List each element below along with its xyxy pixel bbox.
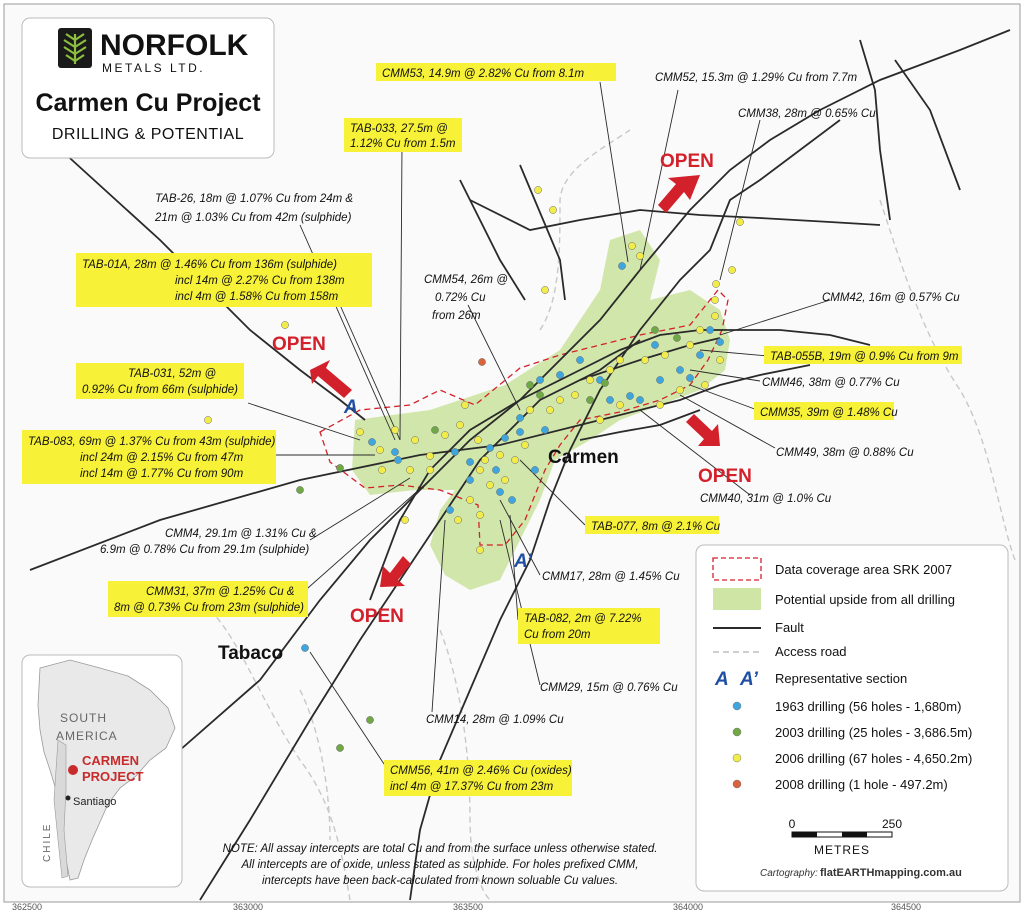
drill-hole-2006-43 xyxy=(486,481,493,488)
label-cmm38: CMM38, 28m @ 0.65% Cu xyxy=(738,108,876,120)
place-tabaco: Tabaco xyxy=(218,643,284,664)
drill-hole-2003-6 xyxy=(651,326,658,333)
label-cmm42: CMM42, 16m @ 0.57% Cu xyxy=(822,292,960,304)
drill-hole-2006-22 xyxy=(511,456,518,463)
label-cmm49: CMM49, 38m @ 0.88% Cu xyxy=(776,447,914,459)
easting-3: 363500 xyxy=(452,902,484,912)
drill-hole-2006-30 xyxy=(616,356,623,363)
drill-hole-2006-46 xyxy=(476,511,483,518)
label-tab031-line2: 0.92% Cu from 66m (sulphide) xyxy=(82,384,238,396)
drill-hole-1963-28 xyxy=(516,414,523,421)
drill-hole-1963-22 xyxy=(706,326,713,333)
legend-coverage: Data coverage area SRK 2007 xyxy=(775,562,953,577)
drill-hole-1963-14 xyxy=(536,376,543,383)
credit-prefix: Cartography: xyxy=(760,868,818,879)
label-cmm53: CMM53, 14.9m @ 2.82% Cu from 8.1m xyxy=(382,68,585,80)
drill-hole-2006-47 xyxy=(454,516,461,523)
label-cmm54-line1: CMM54, 26m @ xyxy=(424,274,508,286)
drill-hole-1963-18 xyxy=(636,396,643,403)
drill-hole-2006-15 xyxy=(411,436,418,443)
drill-hole-1963-12 xyxy=(508,496,515,503)
label-cmm17: CMM17, 28m @ 1.45% Cu xyxy=(542,571,680,583)
drill-hole-2006-42 xyxy=(476,466,483,473)
label-cmm46: CMM46, 38m @ 0.77% Cu xyxy=(762,377,900,389)
label-tab033-line2: 1.12% Cu from 1.5m xyxy=(350,138,456,150)
drill-hole-2006-38 xyxy=(676,386,683,393)
label-cmm56-line1: CMM56, 41m @ 2.46% Cu (oxides) xyxy=(390,765,572,777)
place-carmen: Carmen xyxy=(548,447,619,468)
drill-hole-2006-45 xyxy=(466,496,473,503)
note-line2: All intercepts are of oxide, unless stated as sulphide. For holes prefixed CMM, xyxy=(241,859,639,871)
label-cmm14: CMM14, 28m @ 1.09% Cu xyxy=(426,714,564,726)
note-line1: NOTE: All assay intercepts are total Cu and from the surface unless otherwise stated. xyxy=(222,843,658,855)
drill-hole-2006-26 xyxy=(556,396,563,403)
label-tab033-line1: TAB-033, 27.5m @ xyxy=(350,123,448,135)
drill-hole-2006-20 xyxy=(481,456,488,463)
drill-hole-2006-33 xyxy=(686,341,693,348)
drill-hole-1963-24 xyxy=(686,374,693,381)
drill-hole-2003-4 xyxy=(526,381,533,388)
label-cmm54-line2: 0.72% Cu xyxy=(435,292,486,304)
assay-note xyxy=(223,843,658,887)
drill-hole-2003-11 xyxy=(601,379,608,386)
easting-4: 364000 xyxy=(672,902,704,912)
project-location-marker xyxy=(68,765,78,775)
legend-section: Representative section xyxy=(775,671,908,686)
legend-potential: Potential upside from all drilling xyxy=(775,592,955,607)
label-tab055b: TAB-055B, 19m @ 0.9% Cu from 9m xyxy=(770,351,959,363)
drill-hole-1963-2 xyxy=(394,456,401,463)
drill-hole-2006-14 xyxy=(391,426,398,433)
drill-hole-1963-21 xyxy=(696,351,703,358)
drill-hole-1963-30 xyxy=(301,644,308,651)
drill-hole-1963-4 xyxy=(391,448,398,455)
open-label-ne: OPEN xyxy=(660,151,714,172)
logo-name: NORFOLK xyxy=(100,29,249,62)
drill-hole-2003-1 xyxy=(336,464,343,471)
drill-hole-2006-3 xyxy=(534,186,541,193)
drill-hole-1963-25 xyxy=(626,392,633,399)
drill-hole-2008-1 xyxy=(478,358,485,365)
drill-hole-2003-10 xyxy=(536,391,543,398)
inset-carmen: CARMEN xyxy=(82,753,140,768)
logo-sub: METALS LTD. xyxy=(102,61,206,75)
drill-hole-2006-50 xyxy=(426,466,433,473)
drill-hole-1963-10 xyxy=(492,466,499,473)
drill-hole-1963-9 xyxy=(516,428,523,435)
drill-hole-2006-9 xyxy=(711,296,718,303)
drill-hole-2006-31 xyxy=(641,356,648,363)
drill-hole-1963-6 xyxy=(466,458,473,465)
drill-hole-2003-3 xyxy=(431,426,438,433)
location-inset xyxy=(22,655,182,887)
drill-hole-1963-7 xyxy=(486,444,493,451)
drill-hole-2006-18 xyxy=(456,421,463,428)
label-cmm52: CMM52, 15.3m @ 1.29% Cu from 7.7m xyxy=(655,72,858,84)
drill-hole-1963-1 xyxy=(618,262,625,269)
label-cmm35: CMM35, 39m @ 1.48% Cu xyxy=(760,407,898,419)
label-cmm4-line2: 6.9m @ 0.78% Cu from 29.1m (sulphide) xyxy=(100,544,310,556)
drill-hole-2006-6 xyxy=(736,218,743,225)
label-cmm31-line1: CMM31, 37m @ 1.25% Cu & xyxy=(146,586,295,598)
legend-road: Access road xyxy=(775,644,847,659)
title-panel xyxy=(22,18,274,158)
section-marker-a: A xyxy=(344,397,358,418)
inset-santiago: Santiago xyxy=(73,796,117,808)
easting-1: 362500 xyxy=(11,902,43,912)
santiago-marker xyxy=(66,796,71,801)
label-tab26-line1: TAB-26, 18m @ 1.07% Cu from 24m & xyxy=(155,193,354,205)
map-subtitle: DRILLING & POTENTIAL xyxy=(51,126,245,143)
easting-2: 363000 xyxy=(232,902,264,912)
legend-potential-swatch xyxy=(713,588,761,610)
easting-5: 364500 xyxy=(890,902,922,912)
drill-hole-2003-5 xyxy=(586,396,593,403)
inset-south: SOUTH xyxy=(60,711,107,725)
open-label-sw: OPEN xyxy=(350,606,404,627)
label-cmm31-line2: 8m @ 0.73% Cu from 23m (sulphide) xyxy=(114,602,304,614)
drill-hole-1963-20 xyxy=(676,366,683,373)
label-tab082-line2: Cu from 20m xyxy=(524,629,591,641)
label-tab083-line2: incl 24m @ 2.15% Cu from 47m xyxy=(80,452,244,464)
drill-hole-2003-9 xyxy=(336,744,343,751)
label-tab031-line1: TAB-031, 52m @ xyxy=(128,368,217,380)
drill-hole-2006-35 xyxy=(711,312,718,319)
drill-hole-2006-53 xyxy=(461,401,468,408)
drill-hole-1963-29 xyxy=(541,426,548,433)
map-title: Carmen Cu Project xyxy=(35,89,261,117)
drill-hole-2006-5 xyxy=(541,286,548,293)
label-tab01a-line2: incl 14m @ 2.27% Cu from 138m xyxy=(175,275,345,287)
label-cmm40: CMM40, 31m @ 1.0% Cu xyxy=(700,493,832,505)
drill-hole-1963-32 xyxy=(606,396,613,403)
drill-hole-2003-2 xyxy=(296,486,303,493)
drill-hole-2003-7 xyxy=(673,334,680,341)
drill-hole-2006-36 xyxy=(716,356,723,363)
drill-hole-1963-23 xyxy=(716,338,723,345)
label-tab26-line2: 21m @ 1.03% Cu from 42m (sulphide) xyxy=(155,212,352,224)
drill-hole-2006-44 xyxy=(501,476,508,483)
drill-hole-2006-27 xyxy=(571,391,578,398)
drill-hole-2006-25 xyxy=(546,406,553,413)
drill-hole-2006-32 xyxy=(661,351,668,358)
drill-hole-2006-4 xyxy=(549,206,556,213)
drill-hole-2006-23 xyxy=(521,441,528,448)
drill-hole-1963-8 xyxy=(501,434,508,441)
drill-hole-1963-27 xyxy=(466,476,473,483)
inset-chile: CHILE xyxy=(42,822,53,862)
drill-hole-2006-17 xyxy=(441,431,448,438)
drill-hole-2006-8 xyxy=(712,280,719,287)
label-tab077: TAB-077, 8m @ 2.1% Cu xyxy=(591,521,721,533)
legend-2008: 2008 drilling (1 hole - 497.2m) xyxy=(775,777,948,792)
legend-1963: 1963 drilling (56 holes - 1,680m) xyxy=(775,699,962,714)
label-tab01a-line3: incl 4m @ 1.58% Cu from 158m xyxy=(175,291,339,303)
drill-hole-2006-29 xyxy=(606,366,613,373)
drill-hole-1963-19 xyxy=(656,376,663,383)
norfolk-logo-icon xyxy=(58,28,92,68)
drill-hole-1963-31 xyxy=(651,341,658,348)
drill-hole-2006-2 xyxy=(636,252,643,259)
drill-hole-2006-28 xyxy=(586,376,593,383)
legend-2006-swatch xyxy=(733,754,741,762)
legend-2006: 2006 drilling (67 holes - 4,650.2m) xyxy=(775,751,973,766)
drill-hole-2006-39 xyxy=(656,401,663,408)
scale-unit: METRES xyxy=(813,843,871,857)
drill-hole-2006-10 xyxy=(281,321,288,328)
drill-hole-2006-13 xyxy=(376,446,383,453)
legend xyxy=(696,545,1008,891)
label-tab082-line1: TAB-082, 2m @ 7.22% xyxy=(524,613,642,625)
label-cmm54-line3: from 26m xyxy=(432,310,481,322)
drill-hole-2006-11 xyxy=(204,416,211,423)
legend-section-a: A xyxy=(715,669,729,690)
drill-hole-2006-19 xyxy=(474,436,481,443)
drill-hole-1963-26 xyxy=(446,506,453,513)
legend-1963-swatch xyxy=(733,702,741,710)
drill-hole-2006-16 xyxy=(426,452,433,459)
legend-2008-swatch xyxy=(733,780,741,788)
drill-hole-2006-24 xyxy=(526,406,533,413)
drill-hole-2006-41 xyxy=(596,416,603,423)
legend-2003-swatch xyxy=(733,728,741,736)
drill-hole-1963-13 xyxy=(531,466,538,473)
drill-hole-1963-5 xyxy=(451,448,458,455)
label-tab01a-line1: TAB-01A, 28m @ 1.46% Cu from 136m (sulphide) xyxy=(82,259,337,271)
drill-hole-1963-11 xyxy=(496,488,503,495)
section-marker-a-prime: A’ xyxy=(514,551,532,572)
legend-section-a-prime: A’ xyxy=(740,669,758,690)
note-line3: intercepts have been back-calculated from known soluable Cu values. xyxy=(261,875,619,887)
inset-america: AMERICA xyxy=(56,729,118,743)
drill-hole-2006-40 xyxy=(616,401,623,408)
drill-hole-2006-49 xyxy=(476,546,483,553)
inset-project: PROJECT xyxy=(82,769,144,784)
legend-fault: Fault xyxy=(775,620,804,635)
credit: flatEARTHmapping.com.au xyxy=(820,867,962,879)
scale-250: 250 xyxy=(881,817,903,831)
label-tab083-line3: incl 14m @ 1.77% Cu from 90m xyxy=(80,468,244,480)
drill-hole-2006-48 xyxy=(401,516,408,523)
drill-hole-1963-3 xyxy=(368,438,375,445)
drill-hole-2006-37 xyxy=(701,381,708,388)
label-cmm56-line2: incl 4m @ 17.37% Cu from 23m xyxy=(390,781,554,793)
label-cmm4-line1: CMM4, 29.1m @ 1.31% Cu & xyxy=(165,528,317,540)
open-label-se: OPEN xyxy=(698,466,752,487)
drill-hole-1963-16 xyxy=(576,356,583,363)
drill-hole-2006-12 xyxy=(356,428,363,435)
legend-2003: 2003 drilling (25 holes - 3,686.5m) xyxy=(775,725,973,740)
drill-hole-2006-1 xyxy=(628,242,635,249)
drill-hole-2006-34 xyxy=(696,326,703,333)
drill-hole-2006-7 xyxy=(728,266,735,273)
drill-hole-2006-52 xyxy=(378,466,385,473)
drill-hole-1963-15 xyxy=(556,371,563,378)
drill-hole-2006-51 xyxy=(406,466,413,473)
drill-hole-2006-21 xyxy=(496,451,503,458)
label-cmm29: CMM29, 15m @ 0.76% Cu xyxy=(540,682,678,694)
label-tab083-line1: TAB-083, 69m @ 1.37% Cu from 43m (sulphide) xyxy=(28,436,276,448)
drill-hole-2003-8 xyxy=(366,716,373,723)
open-label-nw: OPEN xyxy=(272,334,326,355)
scale-zero: 0 xyxy=(788,817,796,831)
